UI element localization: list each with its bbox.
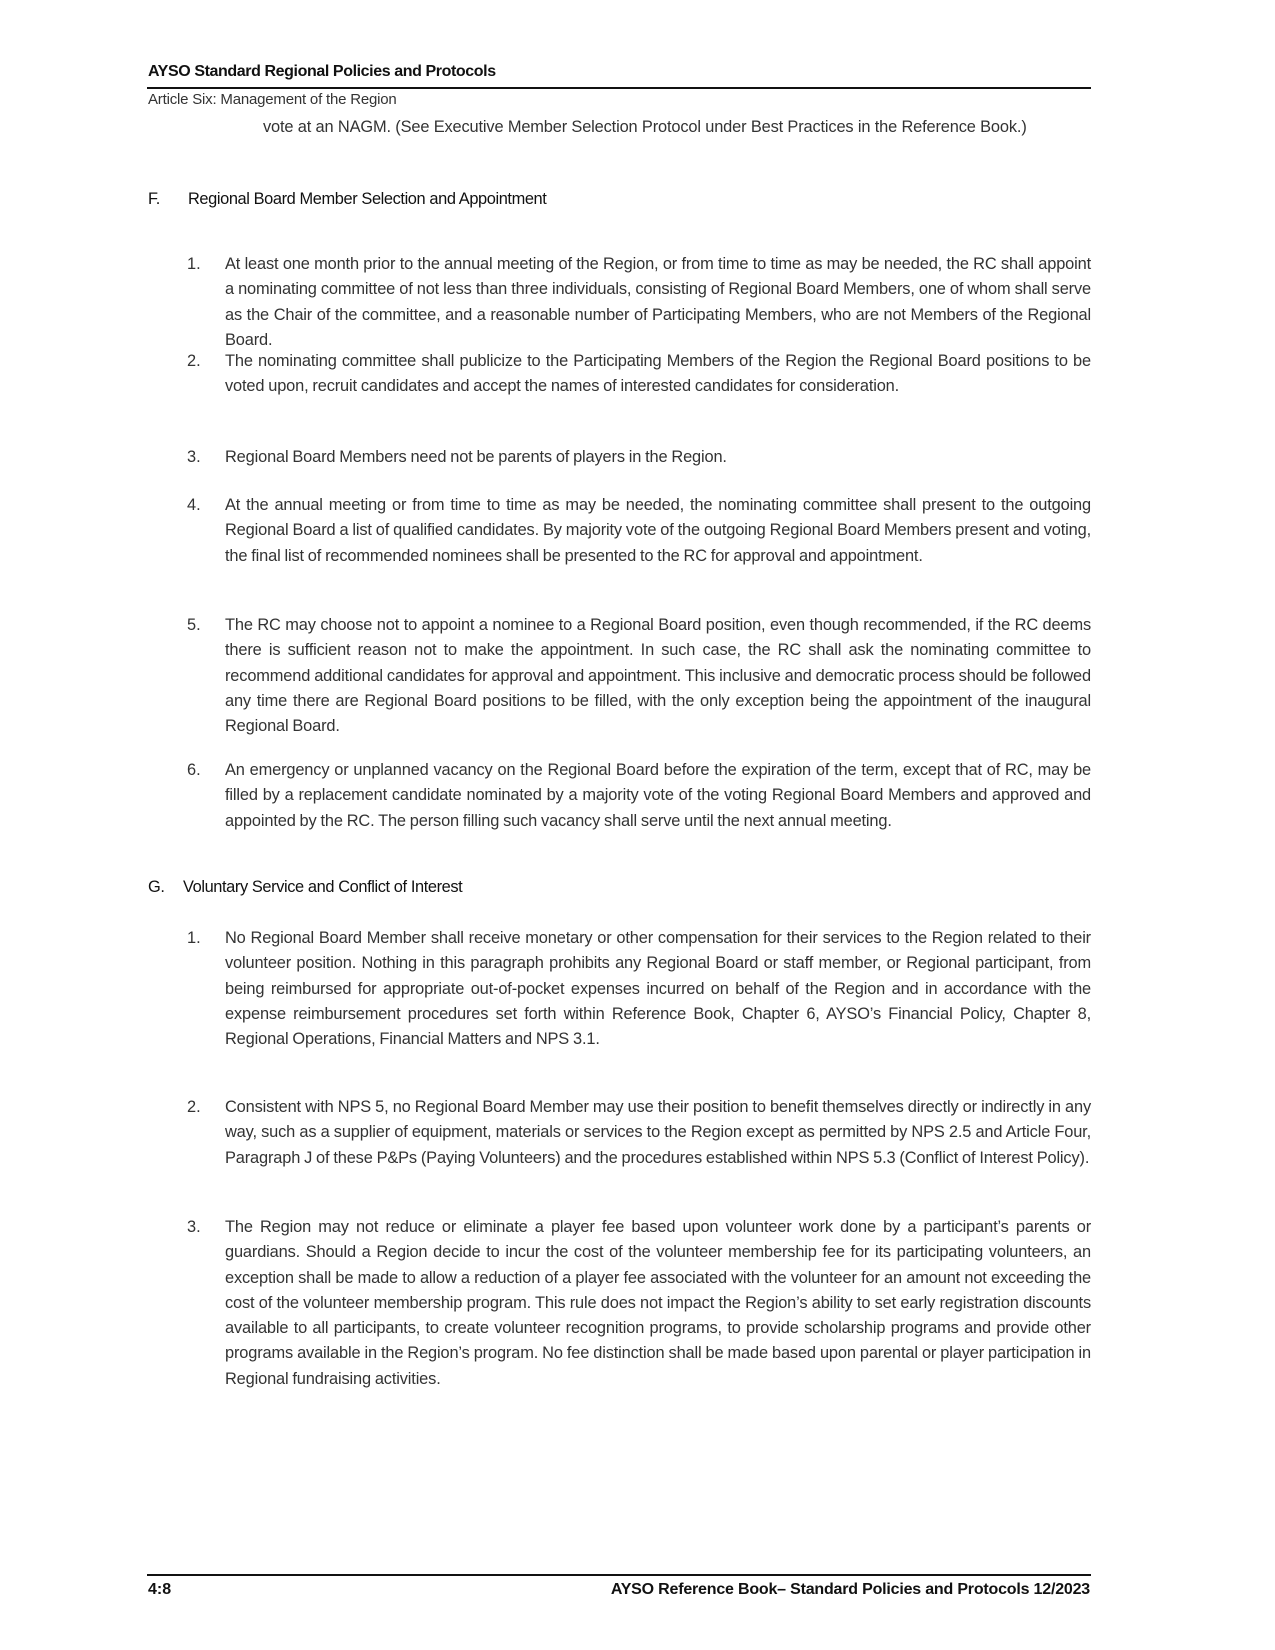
continuation-paragraph: vote at an NAGM. (See Executive Member Selection Protocol under Best Practices in the Reference Book.) xyxy=(263,118,1027,136)
item-number: 5. xyxy=(187,616,201,634)
section-letter: F. xyxy=(148,190,160,208)
item-number: 2. xyxy=(187,1098,201,1116)
item-number: 1. xyxy=(187,929,201,947)
list-item xyxy=(187,758,1091,834)
item-number: 3. xyxy=(187,1218,201,1236)
list-item xyxy=(187,349,1091,400)
item-number: 1. xyxy=(187,255,201,273)
item-number: 6. xyxy=(187,761,201,779)
item-text: The Region may not reduce or eliminate a player fee based upon volunteer work done by a participant’s parents or guardians. Should a Region decide to incur the cost of the volunteer membership fee for its participating volunteers, an exception shall be made to allow a reduction of a player fee associated with the volunteer for an amount not exceeding the cost of the volunteer membership program. This rule does not impact the Region’s ability to set early registration discounts available to all participants, to create volunteer recognition programs, to provide scholarship programs and provide other programs available in the Region’s program. No fee distinction shall be made based upon parental or player participation in Regional fundraising activities. xyxy=(225,1218,1091,1388)
section-title: Regional Board Member Selection and Appointment xyxy=(188,190,547,208)
list-item xyxy=(187,1215,1091,1392)
section-letter: G. xyxy=(148,878,165,896)
footer-title: AYSO Reference Book– Standard Policies and Protocols 12/2023 xyxy=(610,1581,1090,1598)
list-item xyxy=(187,613,1091,739)
header-rule xyxy=(147,87,1091,89)
list-item xyxy=(187,493,1091,569)
list-item xyxy=(187,926,1091,1052)
item-number: 4. xyxy=(187,496,201,514)
item-text: An emergency or unplanned vacancy on the Regional Board before the expiration of the term, except that of RC, may be filled by a replacement candidate nominated by a majority vote of the voting Regional Board Members and approved and appointed by the RC. The person filling such vacancy shall serve until the next annual meeting. xyxy=(225,761,1091,830)
item-text: The RC may choose not to appoint a nominee to a Regional Board position, even though recommended, if the RC deems there is sufficient reason not to make the appointment. In such case, the RC shall ask the nominating committee to recommend additional candidates for approval and appointment. This inclusive and democratic process should be followed any time there are Regional Board positions to be filled, with the only exception being the appointment of the inaugural Regional Board. xyxy=(225,616,1091,736)
item-text: Regional Board Members need not be parents of players in the Region. xyxy=(225,448,727,466)
running-header-subtitle: Article Six: Management of the Region xyxy=(148,91,397,108)
item-number: 3. xyxy=(187,448,201,466)
item-text: At the annual meeting or from time to time as may be needed, the nominating committee shall present to the outgoing Regional Board a list of qualified candidates. By majority vote of the outgoing Regional Board Members present and voting, the final list of recommended nominees shall be presented to the RC for approval and appointment. xyxy=(225,496,1091,565)
item-text: Consistent with NPS 5, no Regional Board Member may use their position to benefit themselves directly or indirectly in any way, such as a supplier of equipment, materials or services to the Region except as permitted by NPS 2.5 and Article Four, Paragraph J of these P&Ps (Paying Volunteers) and the procedures established within NPS 5.3 (Conflict of Interest Policy). xyxy=(225,1098,1091,1167)
page-number: 4:8 xyxy=(148,1581,172,1598)
footer-rule xyxy=(147,1574,1091,1576)
item-text: No Regional Board Member shall receive monetary or other compensation for their services to the Region related to their volunteer position. Nothing in this paragraph prohibits any Regional Board or staff member, or Regional participant, from being reimbursed for appropriate out-of-pocket expenses incurred on behalf of the Region and in accordance with the expense reimbursement procedures set forth within Reference Book, Chapter 6, AYSO’s Financial Policy, Chapter 8, Regional Operations, Financial Matters and NPS 3.1. xyxy=(225,929,1091,1049)
list-item xyxy=(187,252,1091,353)
running-header-title: AYSO Standard Regional Policies and Protocols xyxy=(148,63,496,80)
list-item xyxy=(187,445,1091,470)
section-heading-f xyxy=(148,190,546,209)
section-title: Voluntary Service and Conflict of Interest xyxy=(183,878,463,896)
item-text: At least one month prior to the annual meeting of the Region, or from time to time as may be needed, the RC shall appoint a nominating committee of not less than three individuals, consisting of Regional Board Members, one of whom shall serve as the Chair of the committee, and a reasonable number of Participating Members, who are not Members of the Regional Board. xyxy=(225,255,1091,349)
list-item xyxy=(187,1095,1091,1171)
item-text: The nominating committee shall publicize to the Participating Members of the Region the Regional Board positions to be voted upon, recruit candidates and accept the names of interested candidates for consideration. xyxy=(225,352,1091,396)
section-heading-g xyxy=(148,878,462,897)
item-number: 2. xyxy=(187,352,201,370)
